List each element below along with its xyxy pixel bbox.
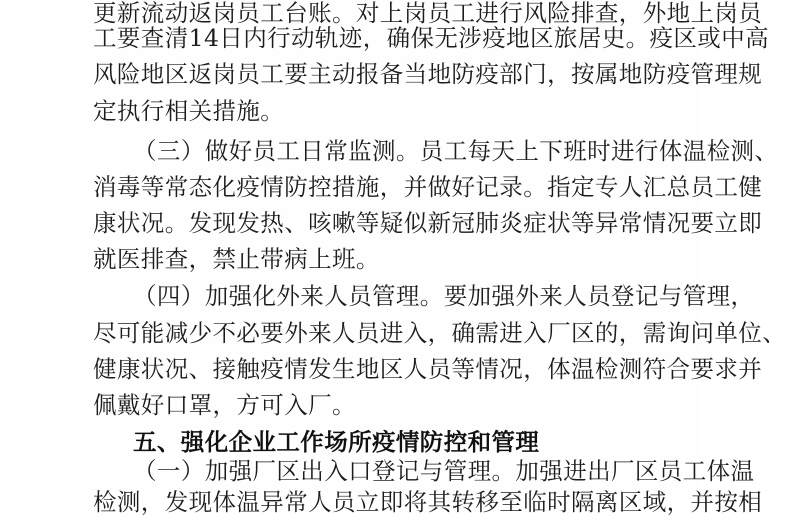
text-line: （三）做好员工日常监测。员工每天上下班时进行体温检测、 (133, 137, 779, 165)
text-line: 定执行相关措施。 (93, 97, 285, 125)
text-line: 风险地区返岗员工要主动报备当地防疫部门，按属地防疫管理规 (93, 60, 763, 88)
text-line: 就医排查，禁止带病上班。 (93, 245, 380, 273)
section-heading: 五、强化企业工作场所疫情防控和管理 (133, 428, 540, 456)
text-line: 康状况。发现发热、咳嗽等疑似新冠肺炎症状等异常情况要立即 (93, 209, 763, 237)
text-line: 工要查清14日内行动轨迹，确保无涉疫地区旅居史。疫区或中高 (93, 24, 770, 52)
text-line: 尽可能减少不必要外来人员进入，确需进入厂区的，需询问单位、 (93, 319, 786, 347)
text-line: 检测，发现体温异常人员立即将其转移至临时隔离区域，并按相 (93, 488, 763, 516)
text-line: （四）加强化外来人员管理。要加强外来人员登记与管理， (133, 282, 755, 310)
text-line: （一）加强厂区出入口登记与管理。加强进出厂区员工体温 (133, 457, 755, 485)
text-line: 更新流动返岗员工台账。对上岗员工进行风险排查，外地上岗员 (93, 0, 763, 27)
text-line: 消毒等常态化疫情防控措施，并做好记录。指定专人汇总员工健 (93, 173, 763, 201)
text-line: 佩戴好口罩，方可入厂。 (93, 391, 356, 419)
text-line: 健康状况、接触疫情发生地区人员等情况，体温检测符合要求并 (93, 355, 763, 383)
